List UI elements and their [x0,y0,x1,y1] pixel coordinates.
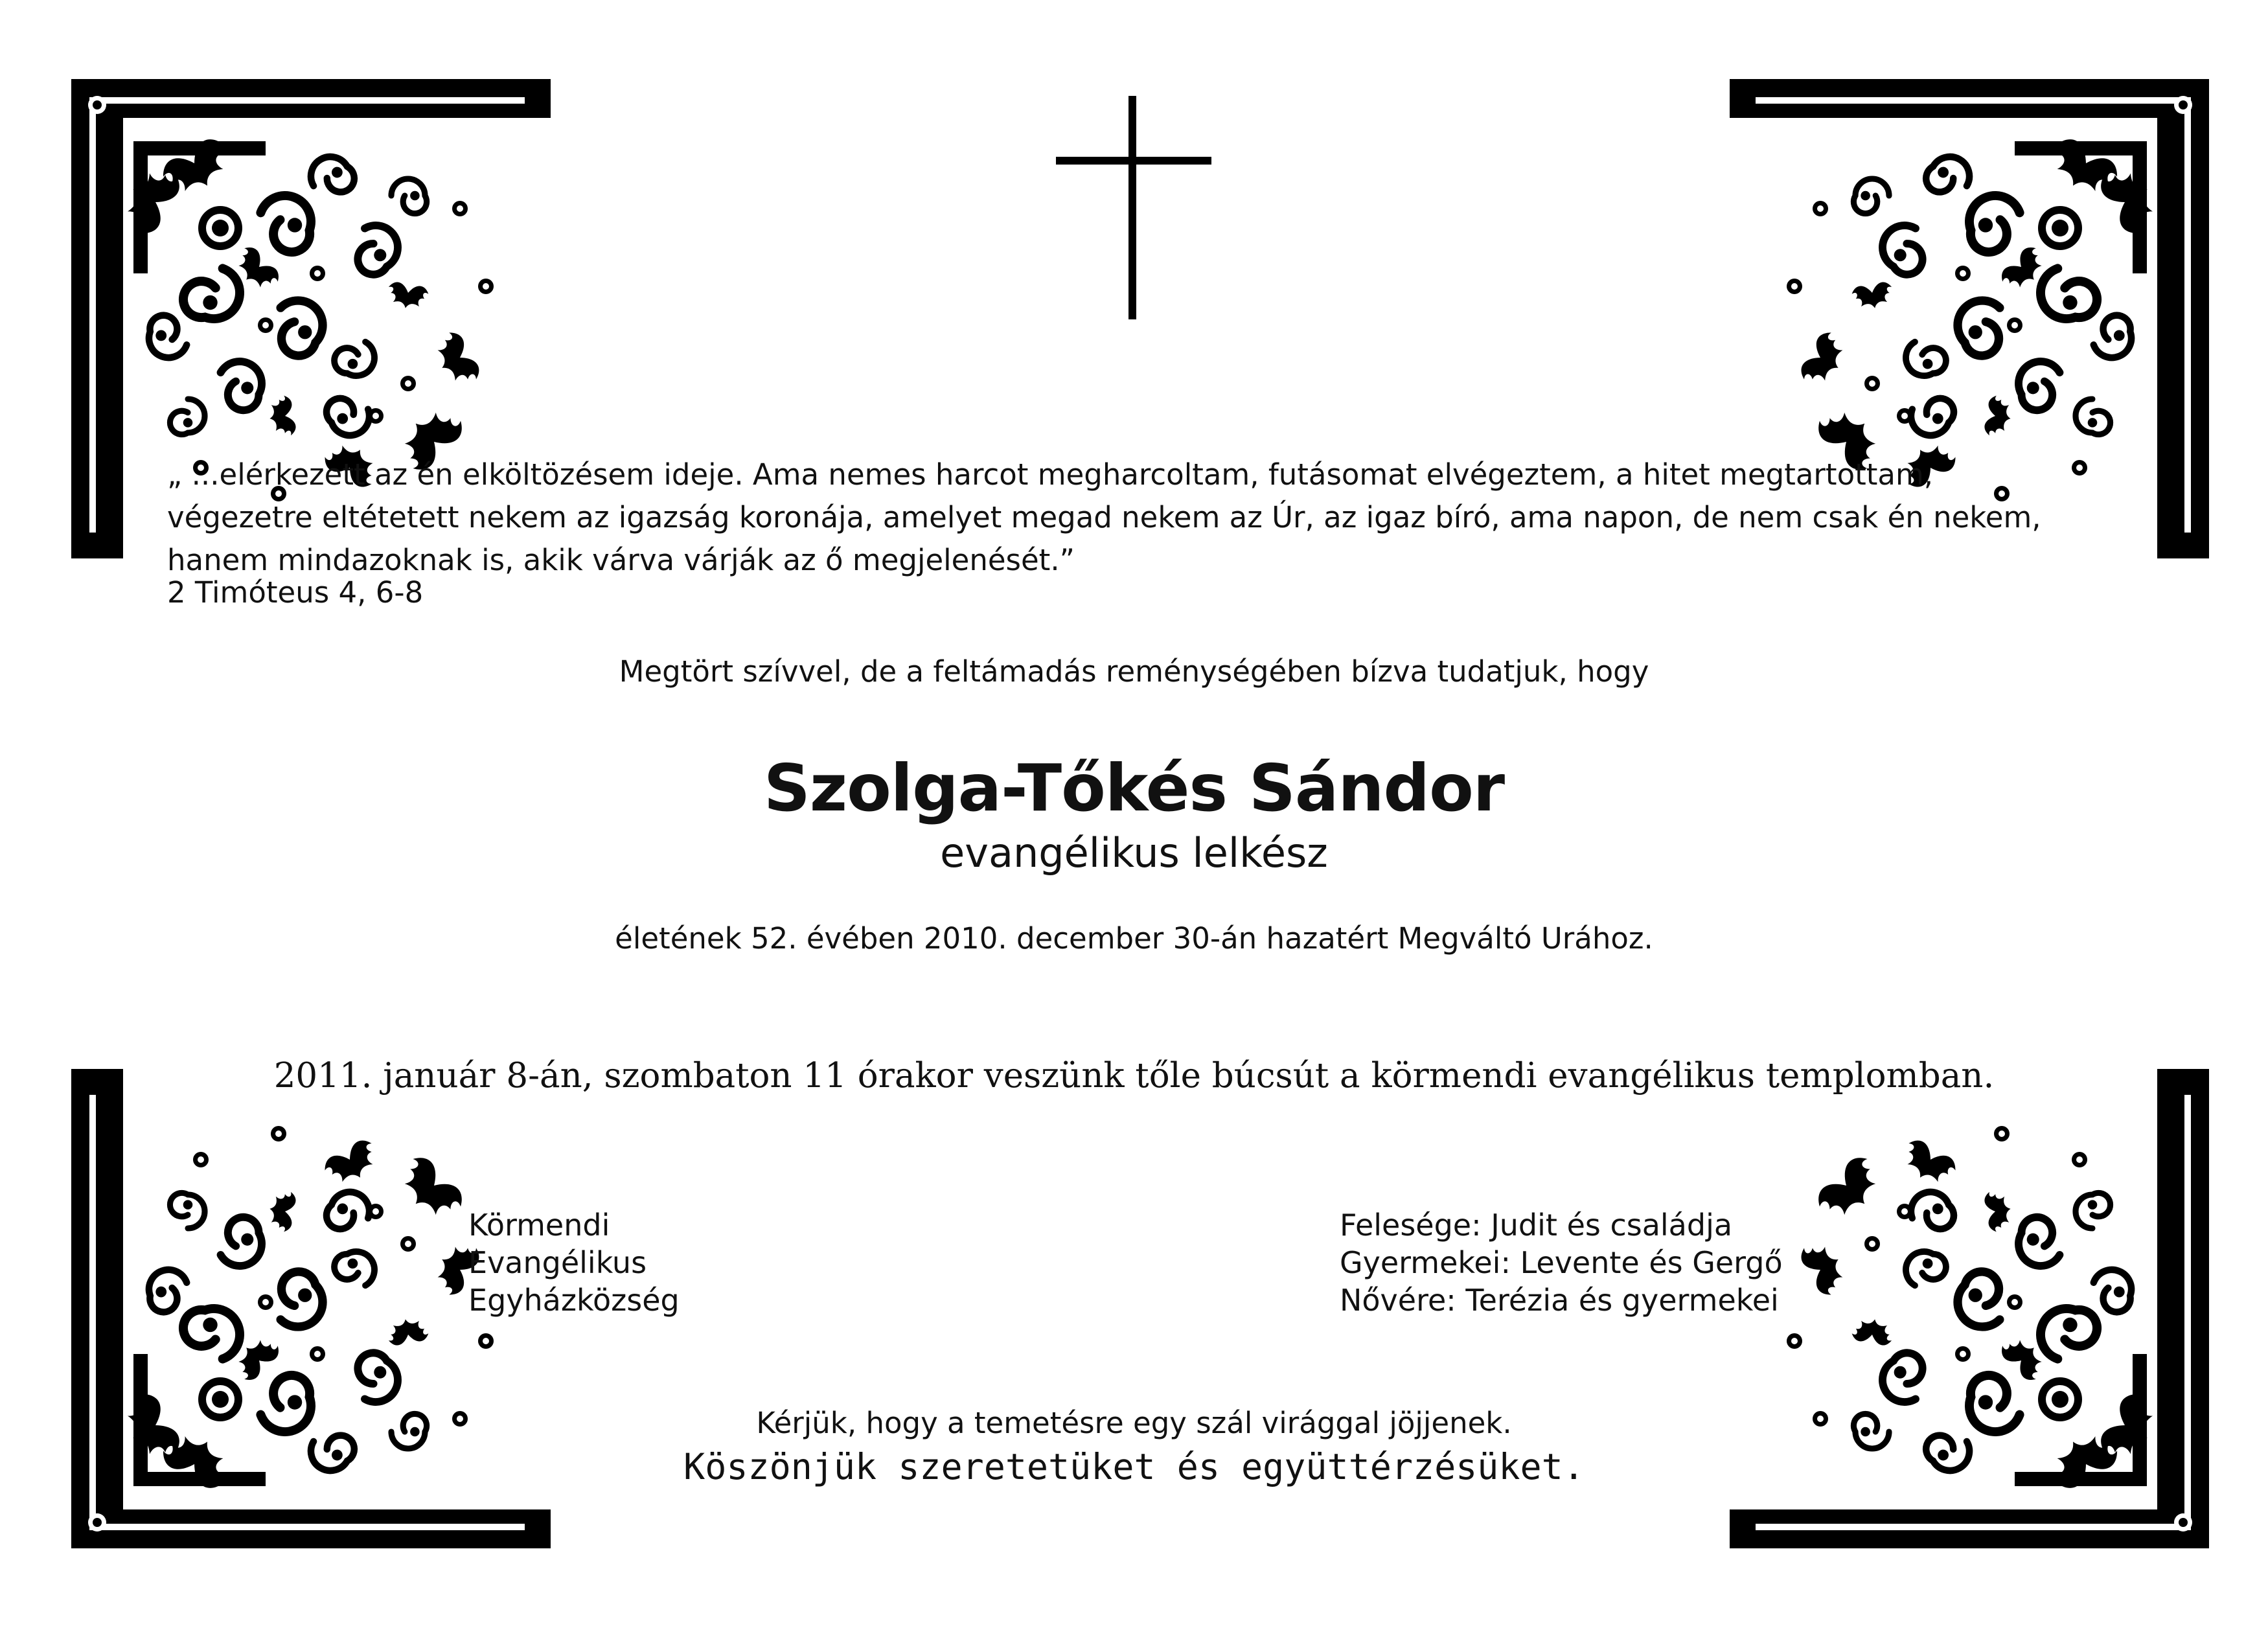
congregation-signature [468,1206,680,1319]
quote-line: „ ...elérkezett az én elköltözésem ideje. Ama nemes harcot megharcoltam, futásomat elvégeztem, a hitet megtartottam, [167,457,1934,492]
deceased-title: evangélikus lelkész [940,829,1328,877]
congregation-line: Evangélikus [468,1245,647,1280]
death-notice: életének 52. évében 2010. december 30-án hazatért Megváltó Urához. [615,921,1653,956]
quote-line: hanem mindazoknak is, akik várva várják az ő megjelenését.” [167,543,1075,577]
deceased-name: Szolga-Tőkés Sándor [763,750,1505,826]
quote-reference: 2 Timóteus 4, 6-8 [167,575,424,610]
flower-request: Kérjük, hogy a temetésre egy szál virággal jöjjenek. [756,1406,1512,1440]
congregation-line: Körmendi [468,1208,610,1243]
funeral-details: 2011. január 8-án, szombaton 11 órakor veszünk tőle búcsút a körmendi evangélikus templomban. [273,1056,1995,1096]
thanks-line: Köszönjük szeretetüket és együttérzésüket. [683,1446,1585,1487]
bible-quote [167,453,2041,582]
family-signature [1340,1206,1783,1319]
quote-line: végezetre eltétetett nekem az igazság koronája, amelyet megad nekem az Úr, az igaz bíró, ama napon, de nem csak én nekem, [167,500,2041,534]
family-line: Gyermekei: Levente és Gergő [1340,1245,1783,1280]
family-line: Felesége: Judit és családja [1340,1208,1733,1243]
latin-cross-icon [1056,96,1211,319]
announcement-intro: Megtört szívvel, de a feltámadás reménységében bízva tudatjuk, hogy [619,654,1649,689]
congregation-line: Egyházközség [468,1283,680,1318]
family-line: Nővére: Terézia és gyermekei [1340,1283,1779,1318]
